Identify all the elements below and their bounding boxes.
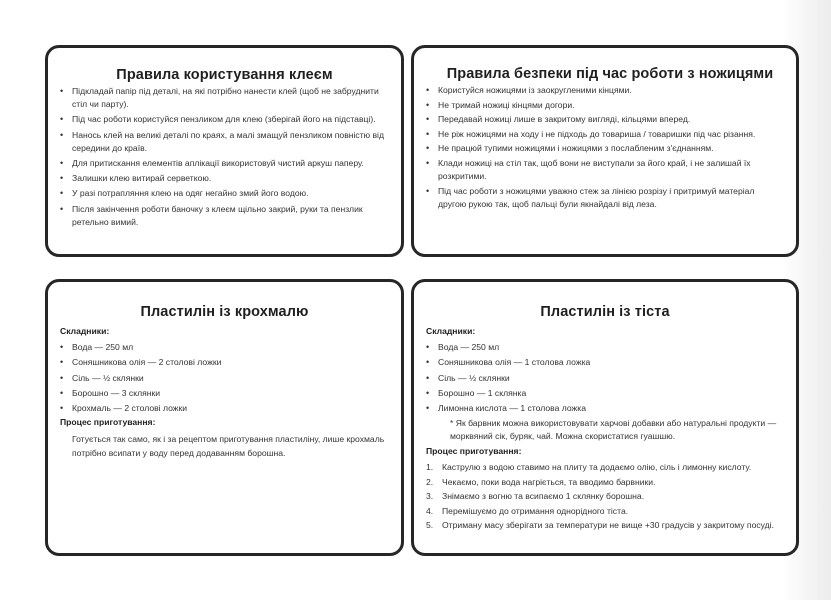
list-item: • Соняшникова олія — 1 столова ложка bbox=[426, 356, 784, 369]
process-label: Процес приготування: bbox=[60, 417, 156, 428]
process-text: Готується так само, як і за рецептом приготування пластиліну, лише крохмаль потрібно всипати у воду перед додаванням борошна. bbox=[72, 434, 385, 459]
list-item: • Сіль — ½ склянки bbox=[60, 372, 389, 385]
list-item: • Не тримай ножиці кінцями догори. bbox=[426, 99, 784, 112]
step-text: Каструлю з водою ставимо на плиту та додаємо олію, сіль і лимонну кислоту. bbox=[442, 462, 752, 473]
starch-plasticine-title: Пластилін із крохмалю bbox=[140, 304, 309, 320]
list-item: • Лимонна кислота — 1 столова ложка bbox=[426, 402, 784, 415]
ingredients-label: Складники: bbox=[426, 326, 476, 336]
glue-rules-card bbox=[45, 45, 404, 257]
list-item: • Під час роботи з ножицями уважно стеж за лінією розрізу і притримуй матеріал другою рукою так, щоб пальці були якнайдалі від леза. bbox=[426, 185, 784, 211]
dough-plasticine-card bbox=[411, 279, 799, 556]
list-item: • Клади ножиці на стіл так, щоб вони не виступали за його край, і не залишай їх розкритими. bbox=[426, 157, 784, 183]
ingredients-list bbox=[426, 341, 784, 415]
step-text: Отриману масу зберігати за температури не вище +30 градусів у закритому посуді. bbox=[442, 520, 774, 531]
step-item bbox=[426, 476, 784, 489]
step-item bbox=[426, 490, 784, 503]
step-item bbox=[426, 461, 784, 474]
list-item: • Борошно — 3 склянки bbox=[60, 387, 389, 400]
step-number: 3. bbox=[426, 491, 434, 502]
dough-plasticine-title: Пластилін із тіста bbox=[540, 304, 670, 320]
step-item bbox=[426, 505, 784, 518]
step-item bbox=[426, 519, 784, 532]
scissors-safety-list bbox=[426, 84, 784, 211]
ingredients-list bbox=[60, 341, 389, 415]
list-item: • Вода — 250 мл bbox=[60, 341, 389, 354]
step-text: Чекаємо, поки вода нагріється, та вводимо барвники. bbox=[442, 476, 656, 487]
list-item: • Не ріж ножицями на ходу і не підходь до товариша / товаришки під час різання. bbox=[426, 128, 784, 141]
list-item: • Борошно — 1 склянка bbox=[426, 387, 784, 400]
scissors-safety-card bbox=[411, 45, 799, 257]
colorant-note: * Як барвник можна використовувати харчові добавки або натуральні продукти — морквяний сік, буряк, чай. Можна скористатися гуашшю. bbox=[450, 418, 777, 442]
step-number: 4. bbox=[426, 505, 434, 516]
process-steps bbox=[426, 461, 784, 532]
scissors-safety-title: Правила безпеки під час роботи з ножицями bbox=[446, 66, 774, 82]
list-item: • Підкладай папір під деталі, на які потрібно нанести клей (щоб не забруднити стіл чи парту). bbox=[60, 85, 389, 111]
list-item: • Наноcь клей на великі деталі по краях, а малі змащуй пензликом повністю від середини до країв. bbox=[60, 129, 389, 155]
list-item: • Для притискання елементів аплікації використовуй чистий аркуш паперу. bbox=[60, 157, 389, 170]
list-item: • Крохмаль — 2 столові ложки bbox=[60, 402, 389, 415]
list-item: • Користуйся ножицями із заокругленими кінцями. bbox=[426, 84, 784, 97]
list-item: • Під час роботи користуйся пензликом для клею (зберігай його на підставці). bbox=[60, 113, 389, 126]
step-text: Знімаємо з вогню та всипаємо 1 склянку борошна. bbox=[442, 491, 645, 502]
list-item: • Залишки клею витирай серветкою. bbox=[60, 172, 389, 185]
step-number: 2. bbox=[426, 476, 434, 487]
list-item: • Після закінчення роботи баночку з клеєм щільно закрий, руки та пензлик ретельно вимий. bbox=[60, 203, 389, 229]
process-label: Процес приготування: bbox=[426, 446, 522, 457]
step-number: 1. bbox=[426, 462, 434, 473]
list-item: • Сіль — ½ склянки bbox=[426, 372, 784, 385]
glue-rules-title: Правила користування клеєм bbox=[116, 67, 333, 83]
list-item: • Соняшникова олія — 2 столові ложки bbox=[60, 356, 389, 369]
list-item: • Вода — 250 мл bbox=[426, 341, 784, 354]
list-item: • У разі потрапляння клею на одяг негайно змий його водою. bbox=[60, 187, 389, 200]
list-item: • Передавай ножиці лише в закритому вигляді, кільцями вперед. bbox=[426, 113, 784, 126]
list-item: • Не працюй тупими ножицями і ножицями з послабленим з'єднанням. bbox=[426, 142, 784, 155]
step-number: 5. bbox=[426, 520, 434, 531]
ingredients-label: Складники: bbox=[60, 326, 110, 336]
starch-plasticine-card bbox=[45, 279, 404, 556]
glue-rules-list bbox=[60, 85, 389, 229]
step-text: Перемішуємо до отримання однорідного тіста. bbox=[442, 505, 629, 516]
